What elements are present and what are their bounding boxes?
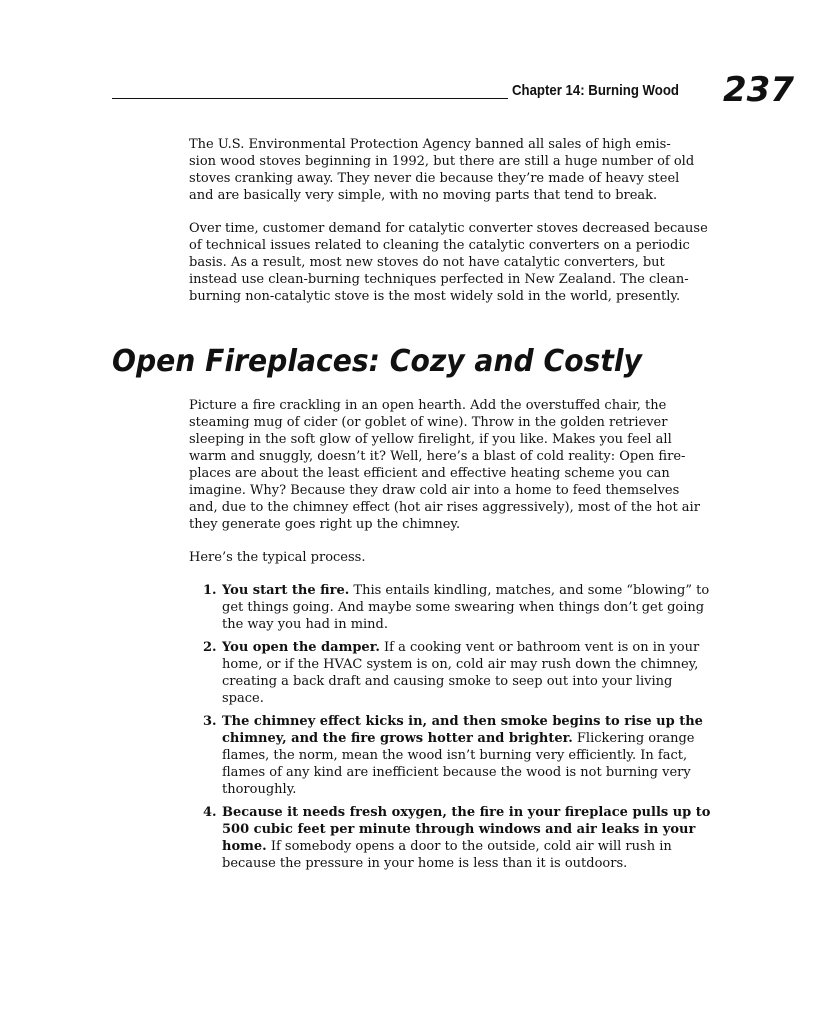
bold-text: Because it needs fresh oxygen, the fire in your fireplace pulls up to: [222, 805, 711, 820]
text-line: [222, 730, 719, 747]
text-line: burning non-catalytic stove is the most widely sold in the world, presently.: [189, 289, 681, 304]
step-number: 4.: [203, 805, 217, 820]
step-item: [189, 713, 719, 798]
text-line: [222, 781, 719, 798]
plain-text: creating a back draft and causing smoke to seep out into your living: [222, 674, 673, 689]
text-line: [222, 804, 719, 821]
text-line: [222, 764, 719, 781]
page-number: 237: [723, 70, 794, 110]
text-line: The U.S. Environmental Protection Agency banned all sales of high emis-: [189, 137, 671, 152]
text-line: [222, 747, 719, 764]
text-line: [222, 690, 719, 707]
plain-text: home, or if the HVAC system is on, cold air may rush down the chimney,: [222, 657, 699, 672]
text-line: they generate goes right up the chimney.: [189, 517, 461, 532]
bold-text: 500 cubic feet per minute through windows and air leaks in your: [222, 822, 696, 837]
text-line: steaming mug of cider (or goblet of wine). Throw in the golden retriever: [189, 415, 668, 430]
section-text: [189, 397, 709, 582]
text-line: Over time, customer demand for catalytic converter stoves decreased because: [189, 221, 708, 236]
plain-text: flames of any kind are inefficient because the wood is not burning very: [222, 765, 691, 780]
step-number: 1.: [203, 583, 217, 598]
step-number: 2.: [203, 640, 217, 655]
text-line: [222, 639, 719, 656]
plain-text: This entails kindling, matches, and some “blowing” to: [349, 583, 710, 598]
plain-text: If somebody opens a door to the outside, cold air will rush in: [266, 839, 672, 854]
header-rule: [112, 98, 508, 99]
section-heading: Open Fireplaces: Cozy and Costly: [112, 344, 642, 379]
text-line: and are basically very simple, with no moving parts that tend to break.: [189, 188, 658, 203]
text-line: [222, 599, 719, 616]
plain-text: Flickering orange: [572, 731, 695, 746]
step-number: 3.: [203, 714, 217, 729]
plain-text: because the pressure in your home is less than it is outdoors.: [222, 856, 628, 871]
paragraph: [189, 220, 709, 305]
plain-text: space.: [222, 691, 264, 706]
plain-text: get things going. And maybe some swearing when things don’t get going: [222, 600, 705, 615]
paragraph: [189, 136, 709, 204]
text-line: instead use clean-burning techniques perfected in New Zealand. The clean-: [189, 272, 689, 287]
process-steps: [189, 582, 719, 878]
plain-text: the way you had in mind.: [222, 617, 389, 632]
plain-text: thoroughly.: [222, 782, 297, 797]
paragraph: [189, 549, 709, 566]
step-item: [189, 804, 719, 872]
bold-text: You open the damper.: [222, 640, 380, 655]
text-line: sion wood stoves beginning in 1992, but there are still a huge number of old: [189, 154, 695, 169]
intro-text: [189, 136, 709, 321]
plain-text: If a cooking vent or bathroom vent is on in your: [379, 640, 700, 655]
text-line: [222, 656, 719, 673]
text-line: [222, 582, 719, 599]
text-line: stoves cranking away. They never die because they’re made of heavy steel: [189, 171, 680, 186]
paragraph: [189, 397, 709, 533]
text-line: [222, 616, 719, 633]
step-item: [189, 639, 719, 707]
bold-text: You start the fire.: [222, 583, 350, 598]
text-line: [222, 838, 719, 855]
text-line: [222, 673, 719, 690]
bold-text: chimney, and the fire grows hotter and brighter.: [222, 731, 573, 746]
text-line: Here’s the typical process.: [189, 550, 366, 565]
text-line: Picture a fire crackling in an open hearth. Add the overstuffed chair, the: [189, 398, 667, 413]
text-line: [222, 821, 719, 838]
text-line: basis. As a result, most new stoves do not have catalytic converters, but: [189, 255, 665, 270]
chapter-title: Chapter 14: Burning Wood: [512, 82, 679, 99]
text-line: [222, 855, 719, 872]
text-line: sleeping in the soft glow of yellow firelight, if you like. Makes you feel all: [189, 432, 672, 447]
step-item: [189, 582, 719, 633]
text-line: warm and snuggly, doesn’t it? Well, here’s a blast of cold reality: Open fire-: [189, 449, 686, 464]
bold-text: The chimney effect kicks in, and then smoke begins to rise up the: [222, 714, 703, 729]
plain-text: flames, the norm, mean the wood isn’t burning very efficiently. In fact,: [222, 748, 688, 763]
running-header: [112, 70, 794, 110]
text-line: and, due to the chimney effect (hot air rises aggressively), most of the hot air: [189, 500, 700, 515]
text-line: imagine. Why? Because they draw cold air into a home to feed themselves: [189, 483, 680, 498]
bold-text: home.: [222, 839, 267, 854]
text-line: [222, 713, 719, 730]
text-line: of technical issues related to cleaning the catalytic converters on a periodic: [189, 238, 690, 253]
text-line: places are about the least efficient and effective heating scheme you can: [189, 466, 670, 481]
